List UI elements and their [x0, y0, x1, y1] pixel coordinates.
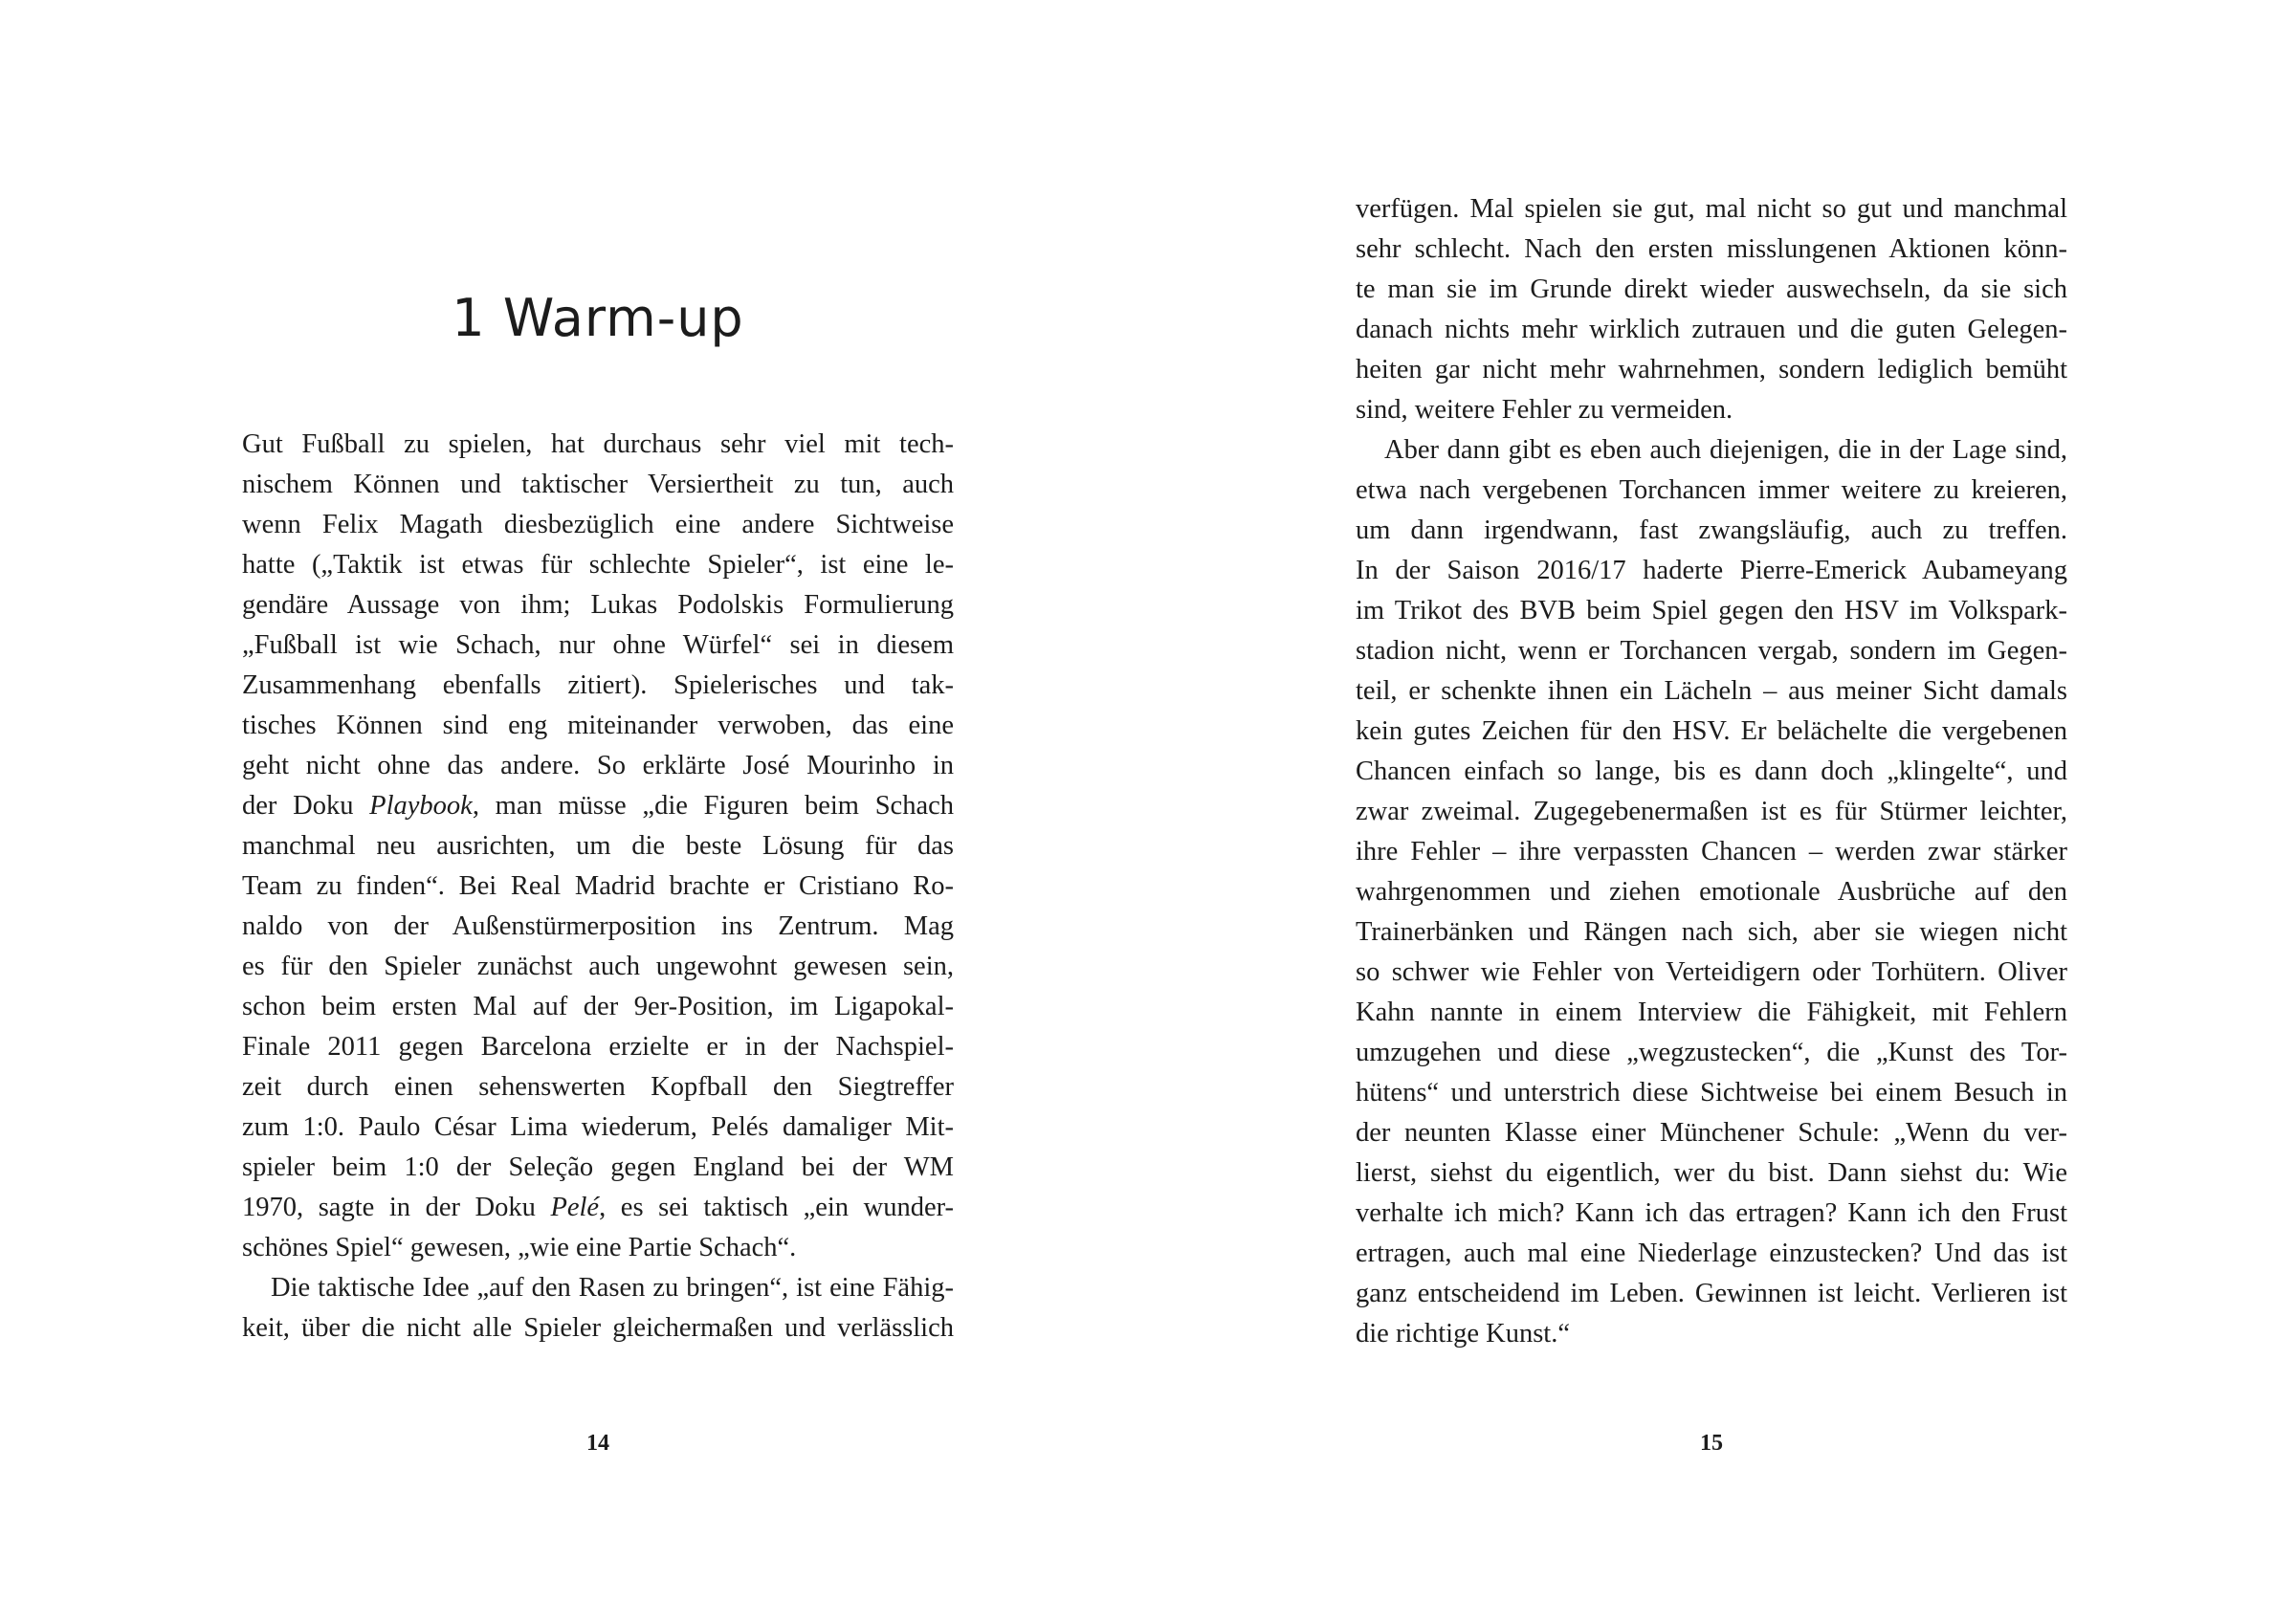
text-line: im Trikot des BVB beim Spiel gegen den HSV im Volkspark- — [1356, 596, 2067, 625]
text-line: In der Saison 2016/17 haderte Pierre-Emerick Aubameyang — [1356, 556, 2067, 585]
text-line: etwa nach vergebenen Torchancen immer weitere zu kreieren, — [1356, 475, 2067, 505]
text-line: geht nicht ohne das andere. So erklärte José Mourinho in — [242, 751, 954, 780]
text-line: umzugehen und diese „wegzustecken“, die „Kunst des Tor- — [1356, 1038, 2067, 1067]
text-line — [242, 1188, 954, 1228]
text-line: um dann irgendwann, fast zwangsläufig, auch zu treffen. — [1356, 515, 2067, 545]
text-line — [242, 786, 954, 826]
text-line: Die taktische Idee „auf den Rasen zu bringen“, ist eine Fähig- — [271, 1273, 954, 1303]
text-line: Gut Fußball zu spielen, hat durchaus sehr viel mit tech- — [242, 429, 954, 459]
text-line: zwar zweimal. Zugegebenermaßen ist es für Stürmer leichter, — [1356, 797, 2067, 826]
text-line: wenn Felix Magath diesbezüglich eine andere Sichtweise — [242, 510, 954, 539]
italic-title-pele: Pelé — [550, 1193, 600, 1222]
text-line: verfügen. Mal spielen sie gut, mal nicht so gut und manchmal — [1356, 194, 2067, 224]
text-line: wahrgenommen und ziehen emotionale Ausbrüche auf den — [1356, 877, 2067, 907]
italic-title-playbook: Playbook — [369, 791, 473, 821]
text-line: „Fußball ist wie Schach, nur ohne Würfel“ sei in diesem — [242, 630, 954, 660]
text-segment: , es sei taktisch „ein wunder- — [599, 1193, 954, 1222]
page-number: 14 — [586, 1431, 609, 1456]
text-segment: 1970, sagte in der Doku — [242, 1193, 551, 1222]
text-line: ertragen, auch mal eine Niederlage einzustecken? Und das ist — [1356, 1239, 2067, 1268]
text-line: Chancen einfach so lange, bis es dann doch „klingelte“, und — [1356, 757, 2067, 786]
text-line: zeit durch einen sehenswerten Kopfball den Siegtreffer — [242, 1072, 954, 1102]
text-line: kein gutes Zeichen für den HSV. Er belächelte die vergebenen — [1356, 716, 2067, 746]
text-line: te man sie im Grunde direkt wieder auswechseln, da sie sich — [1356, 274, 2067, 304]
text-line: es für den Spieler zunächst auch ungewohnt gewesen sein, — [242, 952, 954, 981]
body-text-right — [1356, 189, 2067, 1354]
text-line: Team zu finden“. Bei Real Madrid brachte er Cristiano Ro- — [242, 871, 954, 901]
text-line: lierst, siehst du eigentlich, wer du bist. Dann siehst du: Wie — [1356, 1158, 2067, 1188]
text-segment: der Doku — [242, 791, 370, 821]
body-text-left — [242, 425, 954, 1349]
text-line: Zusammenhang ebenfalls zitiert). Spielerisches und tak- — [242, 670, 954, 700]
text-line: Aber dann gibt es eben auch diejenigen, die in der Lage sind, — [1384, 435, 2067, 465]
page-number: 15 — [1700, 1431, 1723, 1456]
text-segment: , man müsse „die Figuren beim Schach — [472, 791, 954, 821]
text-line: so schwer wie Fehler von Verteidigern oder Torhütern. Oliver — [1356, 957, 2067, 987]
text-line: schönes Spiel“ gewesen, „wie eine Partie Schach“. — [242, 1233, 797, 1262]
text-line: ihre Fehler – ihre verpassten Chancen – werden zwar stärker — [1356, 837, 2067, 866]
text-line: keit, über die nicht alle Spieler gleichermaßen und verlässlich — [242, 1313, 954, 1343]
text-line: Trainerbänken und Rängen nach sich, aber sie wiegen nicht — [1356, 917, 2067, 947]
text-line: manchmal neu ausrichten, um die beste Lösung für das — [242, 831, 954, 861]
right-page — [1148, 0, 2296, 1623]
text-line: sind, weitere Fehler zu vermeiden. — [1356, 395, 1733, 425]
text-line: danach nichts mehr wirklich zutrauen und die guten Gelegen- — [1356, 315, 2067, 344]
text-line: Kahn nannte in einem Interview die Fähigkeit, mit Fehlern — [1356, 998, 2067, 1027]
text-line: spieler beim 1:0 der Seleção gegen England bei der WM — [242, 1152, 954, 1182]
text-line: tisches Können sind eng miteinander verwoben, das eine — [242, 711, 954, 740]
chapter-title: 1 Warm-up — [452, 288, 744, 348]
text-line: sehr schlecht. Nach den ersten misslungenen Aktionen könn- — [1356, 234, 2067, 264]
text-line: heiten gar nicht mehr wahrnehmen, sondern lediglich bemüht — [1356, 355, 2067, 384]
text-line: Finale 2011 gegen Barcelona erzielte er in der Nachspiel- — [242, 1032, 954, 1062]
text-line: verhalte ich mich? Kann ich das ertragen? Kann ich den Frust — [1356, 1198, 2067, 1228]
text-line: teil, er schenkte ihnen ein Lächeln – aus meiner Sicht damals — [1356, 676, 2067, 706]
text-line: nischem Können und taktischer Versiertheit zu tun, auch — [242, 470, 954, 499]
text-line: zum 1:0. Paulo César Lima wiederum, Pelés damaliger Mit- — [242, 1112, 954, 1142]
text-line: stadion nicht, wenn er Torchancen vergab, sondern im Gegen- — [1356, 636, 2067, 666]
text-line: der neunten Klasse einer Münchener Schule: „Wenn du ver- — [1356, 1118, 2067, 1148]
text-line: die richtige Kunst.“ — [1356, 1319, 1570, 1349]
text-line: hütens“ und unterstrich diese Sichtweise bei einem Besuch in — [1356, 1078, 2067, 1108]
text-line: naldo von der Außenstürmerposition ins Zentrum. Mag — [242, 911, 954, 941]
text-line: ganz entscheidend im Leben. Gewinnen ist leicht. Verlieren ist — [1356, 1279, 2067, 1308]
text-line: schon beim ersten Mal auf der 9er-Position, im Ligapokal- — [242, 992, 954, 1021]
text-line: hatte („Taktik ist etwas für schlechte Spieler“, ist eine le- — [242, 550, 954, 580]
text-line: gendäre Aussage von ihm; Lukas Podolskis Formulierung — [242, 590, 954, 620]
